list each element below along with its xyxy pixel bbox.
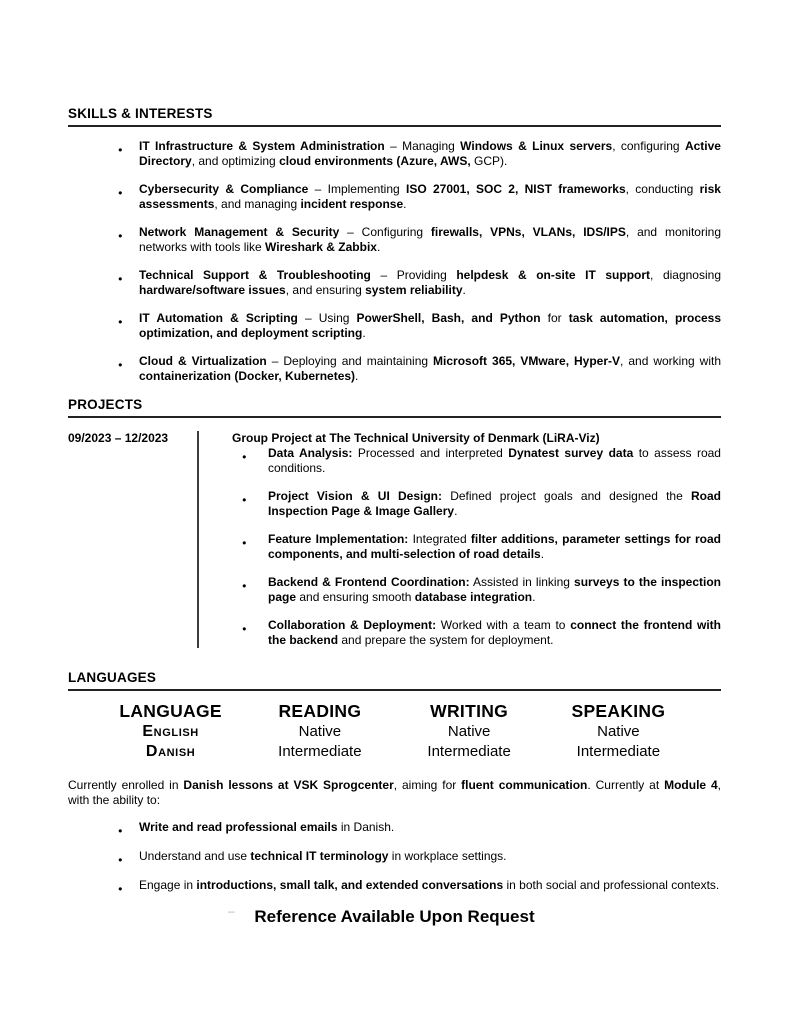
language-ability-list [68, 820, 721, 893]
project-bullet-item: ● Collaboration & Deployment: Worked with a team to connect the frontend with the backend and prepare the system for deployment. [268, 618, 721, 648]
danish-reading-level: Intermediate [278, 743, 362, 760]
language-table-header-reading: READING [278, 701, 362, 721]
languages-section [68, 670, 721, 893]
reference-note: Reference Available Upon Request [254, 907, 535, 926]
projects-section-title: PROJECTS [68, 397, 721, 418]
english-reading-level: Native [298, 723, 342, 740]
project-title: Group Project at The Technical University of Denmark (LiRA-Viz) [232, 431, 600, 445]
danish-enrollment-paragraph: Currently enrolled in Danish lessons at VSK Sprogcenter, aiming for fluent communication. Currently at Module 4, with the ability to: [68, 778, 722, 807]
project-bullet-list [232, 446, 721, 648]
skills-bullet-item: ● Technical Support & Troubleshooting – Providing helpdesk & on-site IT support, diagnosing hardware/software issues, and ensuring system reliability. [139, 268, 721, 298]
skills-bullet-list [68, 139, 721, 384]
project-divider-line [197, 431, 199, 648]
danish-writing-level: Intermediate [427, 743, 511, 760]
project-date-range: 09/2023 – 12/2023 [68, 431, 169, 445]
language-ability-item: ● Write and read professional emails in Danish. [139, 820, 721, 835]
language-table-header-speaking: SPEAKING [571, 701, 666, 721]
danish-speaking-level: Intermediate [576, 743, 661, 760]
skills-bullet-item: ● IT Infrastructure & System Administration – Managing Windows & Linux servers, configuring Active Directory, and optimizing cloud environments (Azure, AWS, GCP). [139, 139, 721, 169]
stray-dash-mark: – [228, 904, 235, 918]
skills-bullet-item: ● Network Management & Security – Configuring firewalls, VPNs, VLANs, IDS/IPS, and monitoring networks with tools like Wireshark & Zabbix. [139, 225, 721, 255]
project-bullet-item: ● Project Vision & UI Design: Defined project goals and designed the Road Inspection Page & Image Gallery. [268, 489, 721, 519]
project-entry [68, 431, 721, 648]
project-bullet-item: ● Backend & Frontend Coordination: Assisted in linking surveys to the inspection page and ensuring smooth database integration. [268, 575, 721, 605]
language-ability-item: ● Engage in introductions, small talk, and extended conversations in both social and professional contexts. [139, 878, 721, 893]
project-content [232, 431, 721, 648]
language-ability-item: ● Understand and use technical IT terminology in workplace settings. [139, 849, 721, 864]
language-name-english: English [142, 723, 199, 740]
skills-section-title: SKILLS & INTERESTS [68, 106, 721, 127]
language-table-header-writing: WRITING [430, 701, 509, 721]
english-writing-level: Native [447, 723, 491, 740]
project-bullet-item: ● Data Analysis: Processed and interpreted Dynatest survey data to assess road conditions. [268, 446, 721, 476]
languages-section-title: LANGUAGES [68, 670, 721, 691]
skills-section [68, 106, 721, 384]
skills-bullet-item: ● Cloud & Virtualization – Deploying and maintaining Microsoft 365, VMware, Hyper-V, and working with containerization (Docker, Kubernetes). [139, 354, 721, 384]
language-table [96, 701, 693, 762]
projects-section [68, 397, 721, 648]
skills-bullet-item: ● Cybersecurity & Compliance – Implementing ISO 27001, SOC 2, NIST frameworks, conducting risk assessments, and managing incident response. [139, 182, 721, 212]
english-speaking-level: Native [597, 723, 640, 740]
project-bullet-item: ● Feature Implementation: Integrated filter additions, parameter settings for road components, and multi-selection of road details. [268, 532, 721, 562]
language-name-danish: Danish [145, 743, 196, 760]
skills-bullet-item: ● IT Automation & Scripting – Using PowerShell, Bash, and Python for task automation, process optimization, and deployment scripting. [139, 311, 721, 341]
language-table-header-language: LANGUAGE [119, 701, 222, 721]
